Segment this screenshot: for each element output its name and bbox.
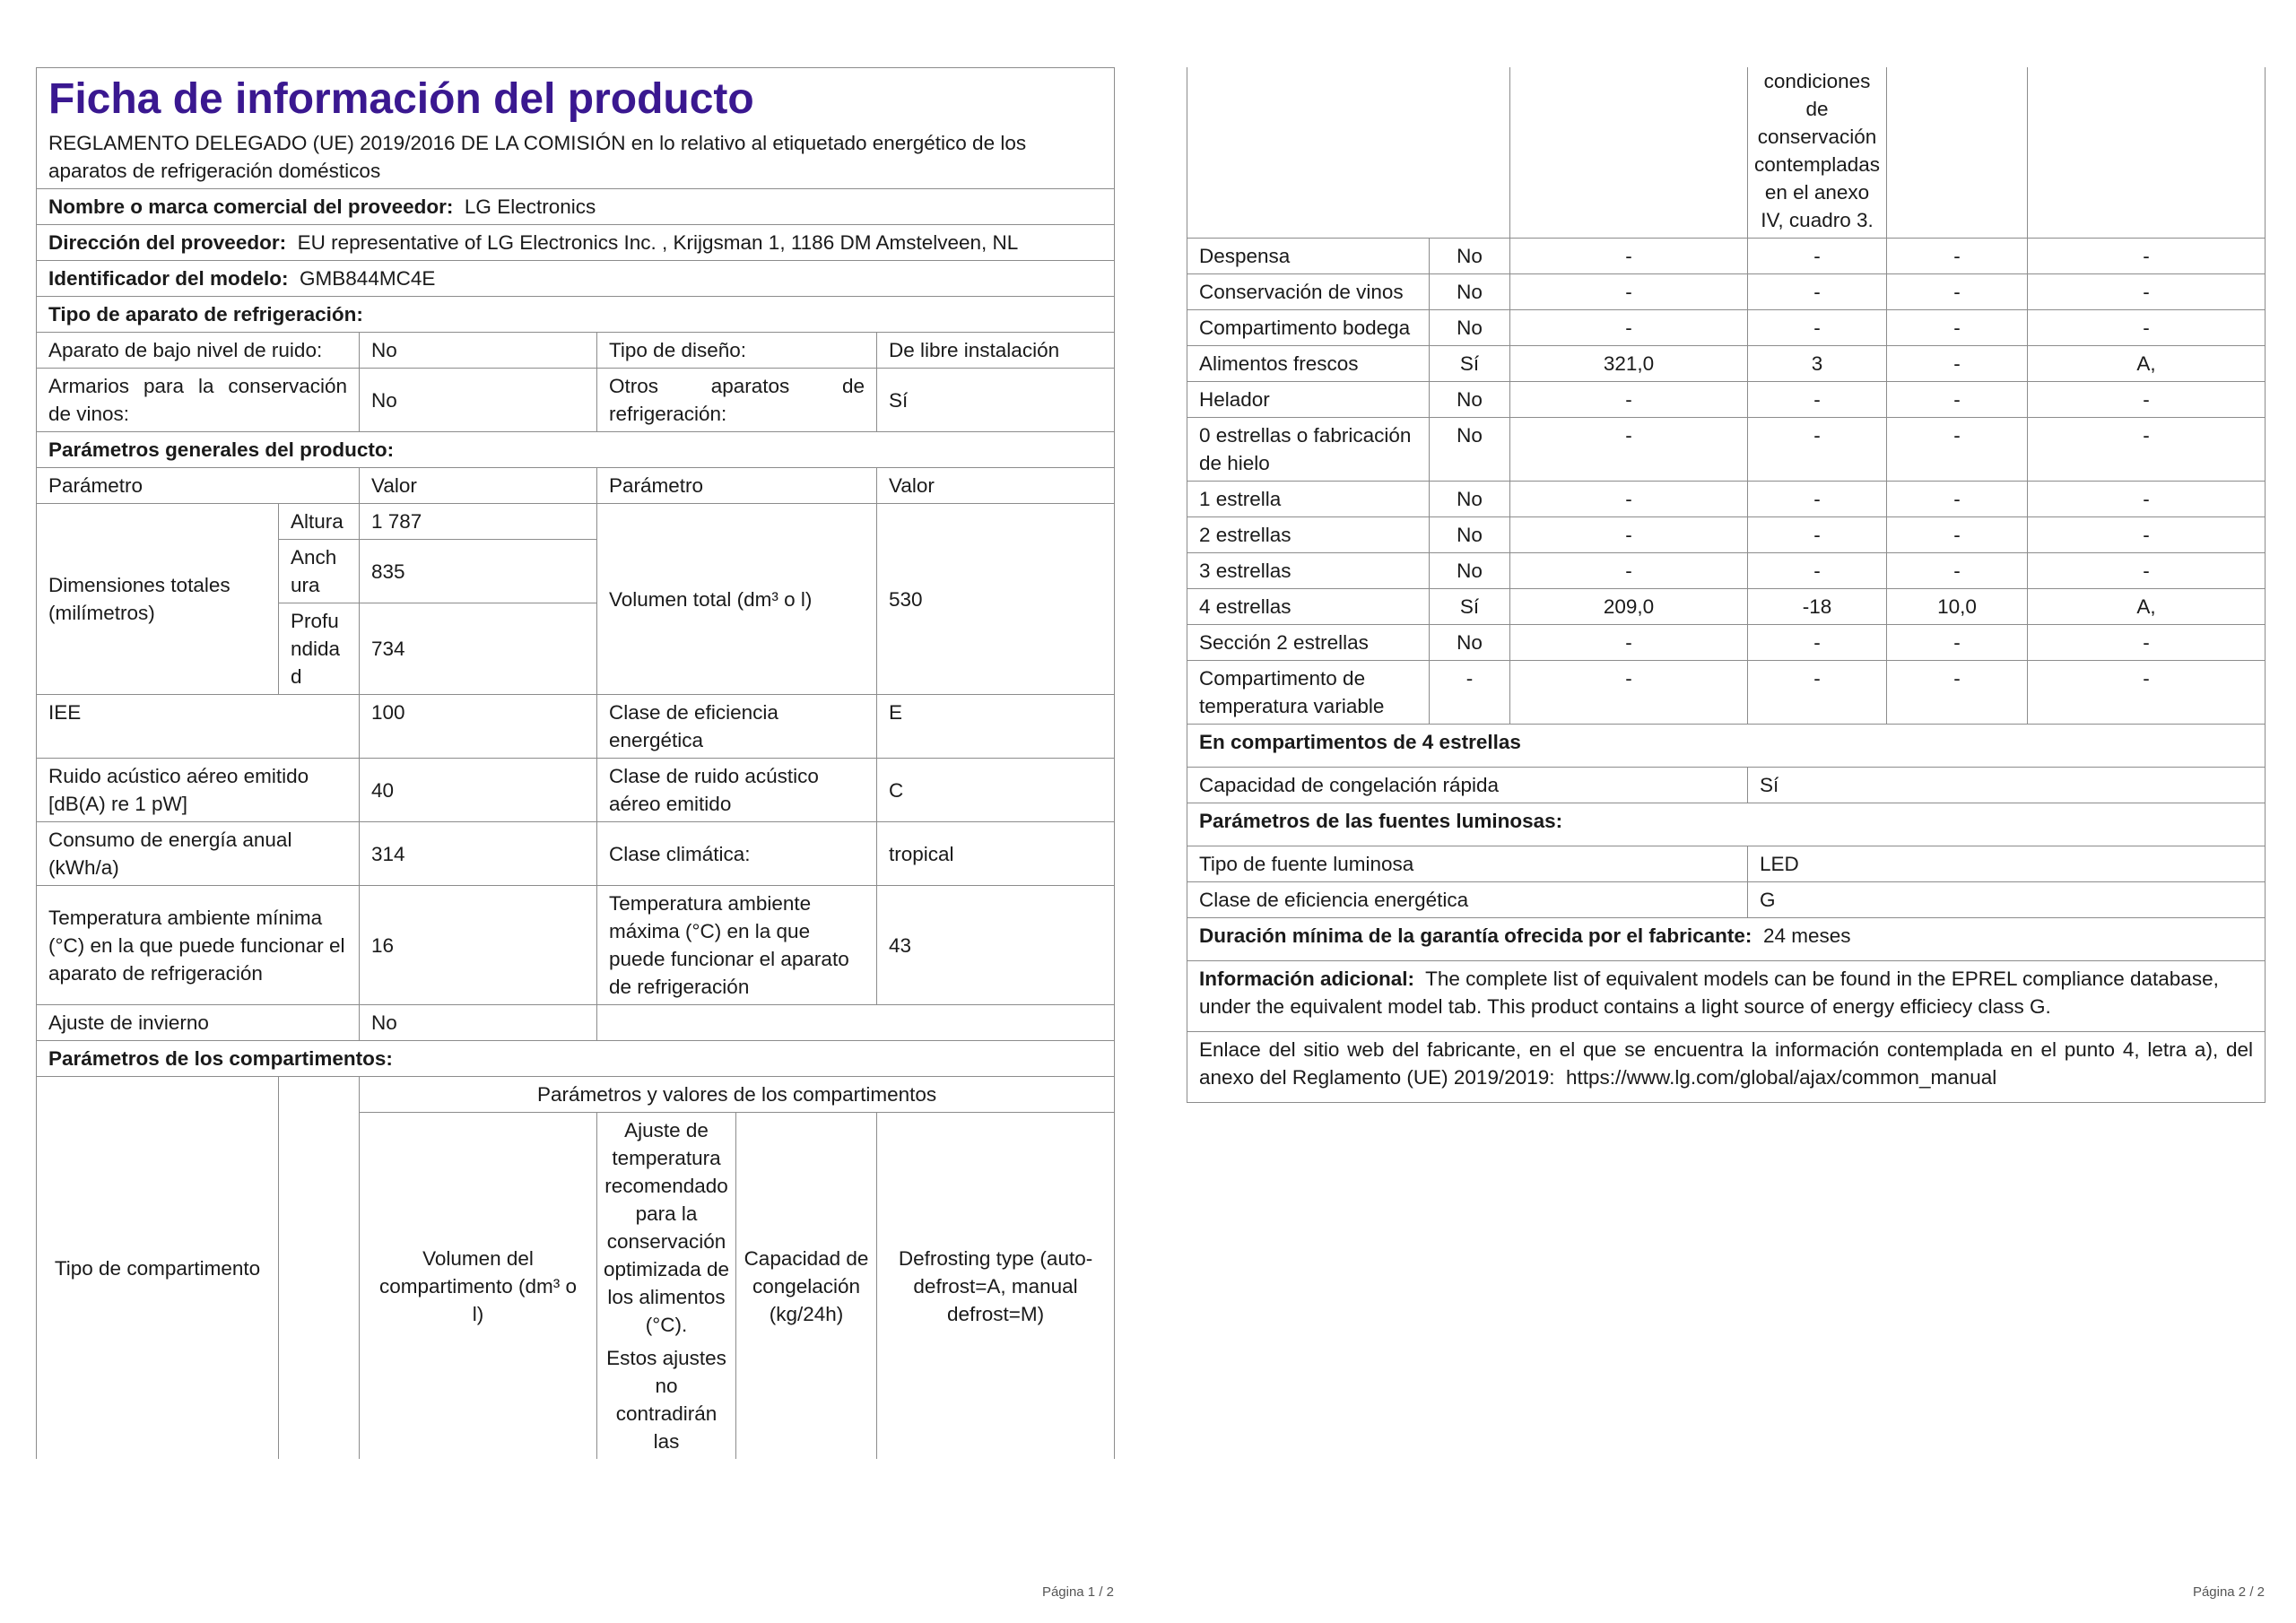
compartment-volume-cell: 321,0 — [1510, 346, 1748, 382]
additional-info-value: The complete list of equivalent models can be found in the EPREL compliance database, under the equivalent model tab. This product contains a light source of energy efficiecy class G. — [1199, 968, 2219, 1018]
compartment-defrost-cell: - — [2028, 661, 2266, 725]
compartment-freeze-cell: - — [1887, 382, 2028, 418]
regulation-subtitle: REGLAMENTO DELEGADO (UE) 2019/2016 DE LA COMISIÓN en lo relativo al etiquetado energético de los aparatos de refrigeración domésticos — [37, 129, 1115, 189]
compartment-freeze-cell: - — [1887, 553, 2028, 589]
compartment-defrost-cell: - — [2028, 517, 2266, 553]
total-volume-value: 530 — [877, 504, 1115, 695]
page-number-1: Página 1 / 2 — [1041, 1584, 1114, 1600]
max-temp-value: 43 — [877, 886, 1115, 1005]
page-number-2: Página 2 / 2 — [2192, 1584, 2265, 1600]
compartment-present-cell: No — [1430, 482, 1510, 517]
page-1 — [36, 67, 1114, 1600]
manufacturer-link-url[interactable]: https://www.lg.com/global/ajax/common_manual — [1566, 1066, 1997, 1089]
compartment-present-cell: No — [1430, 239, 1510, 274]
address-label: Dirección del proveedor: — [48, 231, 287, 254]
compartment-volume-cell: - — [1510, 661, 1748, 725]
compartment-freeze-cell: - — [1887, 625, 2028, 661]
warranty-value: 24 meses — [1762, 924, 1851, 947]
depth-label: Profundidad — [279, 603, 360, 695]
general-params-header: Parámetros generales del producto: — [37, 432, 1115, 468]
compartment-freeze-cell: - — [1887, 418, 2028, 482]
noise-label: Ruido acústico aéreo emitido [dB(A) re 1 pW] — [37, 759, 360, 822]
low-noise-label: Aparato de bajo nivel de ruido: — [37, 333, 360, 369]
compartment-row — [1187, 382, 2266, 418]
address-value: EU representative of LG Electronics Inc. , Krijgsman 1, 1186 DM Amstelveen, NL — [297, 231, 1019, 254]
compartment-volume-cell: - — [1510, 482, 1748, 517]
compartment-freeze-cell: - — [1887, 310, 2028, 346]
compartment-rows — [1187, 239, 2266, 725]
compartment-temp-cell: - — [1748, 382, 1887, 418]
depth-value: 734 — [360, 603, 597, 695]
light-class-label: Clase de eficiencia energética — [1187, 882, 1748, 918]
noise-class-label: Clase de ruido acústico aéreo emitido — [597, 759, 877, 822]
compartment-row — [1187, 310, 2266, 346]
compartment-defrost-cell: - — [2028, 553, 2266, 589]
additional-info-row — [1187, 961, 2266, 1032]
compartment-present-cell: Sí — [1430, 346, 1510, 382]
compartment-type-cell: Despensa — [1187, 239, 1430, 274]
param-column-header-2: Parámetro — [597, 468, 877, 504]
fast-freeze-label: Capacidad de congelación rápida — [1187, 768, 1748, 803]
compartment-defrost-cell: - — [2028, 625, 2266, 661]
total-volume-label: Volumen total (dm³ o l) — [597, 504, 877, 695]
compartment-defrost-cell: A, — [2028, 589, 2266, 625]
supplier-value: LG Electronics — [464, 195, 596, 218]
noise-class-value: C — [877, 759, 1115, 822]
compartment-row — [1187, 418, 2266, 482]
wine-cabinet-value: No — [360, 369, 597, 432]
warranty-row — [1187, 918, 2266, 961]
compartment-row — [1187, 661, 2266, 725]
compartment-present-cell: No — [1430, 625, 1510, 661]
compartment-row — [1187, 625, 2266, 661]
temp-setting-text: Ajuste de temperatura recomendado para la conservación optimizada de los alimentos (°C). — [603, 1119, 730, 1336]
compartment-temp-cell: - — [1748, 274, 1887, 310]
compartment-type-cell: 1 estrella — [1187, 482, 1430, 517]
winter-setting-value: No — [360, 1005, 597, 1041]
compartment-temp-cell: -18 — [1748, 589, 1887, 625]
four-star-header: En compartimentos de 4 estrellas — [1187, 725, 2266, 768]
temp-setting-note: Estos ajustes no contradirán las — [606, 1347, 726, 1453]
page-2 — [1187, 67, 2265, 1600]
energy-class-label: Clase de eficiencia energética — [597, 695, 877, 759]
compartment-type-cell: 4 estrellas — [1187, 589, 1430, 625]
compartment-volume-cell: - — [1510, 517, 1748, 553]
supplier-label: Nombre o marca comercial del proveedor: — [48, 195, 454, 218]
compartment-type-cell: Conservación de vinos — [1187, 274, 1430, 310]
consumption-label: Consumo de energía anual (kWh/a) — [37, 822, 360, 886]
compartment-defrost-cell: - — [2028, 274, 2266, 310]
value-column-header-2: Valor — [877, 468, 1115, 504]
height-value: 1 787 — [360, 504, 597, 540]
light-type-value: LED — [1748, 846, 2266, 882]
appliance-type-header: Tipo de aparato de refrigeración: — [37, 297, 1115, 333]
eei-label: IEE — [37, 695, 360, 759]
compartment-present-cell: No — [1430, 310, 1510, 346]
compartment-type-cell: Helador — [1187, 382, 1430, 418]
compartment-present-cell: Sí — [1430, 589, 1510, 625]
compartment-volume-cell: - — [1510, 625, 1748, 661]
compartment-freeze-cell: - — [1887, 482, 2028, 517]
compartment-present-cell: - — [1430, 661, 1510, 725]
light-class-value: G — [1748, 882, 2266, 918]
compartment-volume-cell: - — [1510, 382, 1748, 418]
empty-cell — [597, 1005, 1115, 1041]
compartment-volume-cell: - — [1510, 310, 1748, 346]
compartment-defrost-cell: - — [2028, 239, 2266, 274]
compartment-type-header: Tipo de compartimento — [37, 1077, 279, 1460]
compartment-row — [1187, 274, 2266, 310]
additional-info-label: Información adicional: — [1199, 968, 1415, 990]
compartment-present-cell: No — [1430, 418, 1510, 482]
manufacturer-link-text: Enlace del sitio web del fabricante, en el que se encuentra la información contemplada en el punto 4, letra a), del anexo del Reglamento (UE) 2019/2019: — [1199, 1038, 2253, 1089]
model-value: GMB844MC4E — [300, 267, 436, 290]
compartment-temp-cell: - — [1748, 661, 1887, 725]
page-title: Ficha de información del producto — [37, 68, 1115, 130]
temp-setting-header — [597, 1113, 736, 1460]
design-type-value: De libre instalación — [877, 333, 1115, 369]
compartment-freeze-cell: - — [1887, 517, 2028, 553]
max-temp-label: Temperatura ambiente máxima (°C) en la que puede funcionar el aparato de refrigeración — [597, 886, 877, 1005]
compartment-temp-cell: - — [1748, 310, 1887, 346]
compartment-volume-cell: - — [1510, 418, 1748, 482]
climate-class-value: tropical — [877, 822, 1115, 886]
compartment-volume-cell: 209,0 — [1510, 589, 1748, 625]
compartment-temp-cell: - — [1748, 418, 1887, 482]
compartment-temp-cell: 3 — [1748, 346, 1887, 382]
compartment-row — [1187, 517, 2266, 553]
compartment-temp-cell: - — [1748, 625, 1887, 661]
dimensions-label: Dimensiones totales (milímetros) — [37, 504, 279, 695]
fast-freeze-value: Sí — [1748, 768, 2266, 803]
light-source-header: Parámetros de las fuentes luminosas: — [1187, 803, 2266, 846]
compartment-present-cell: No — [1430, 274, 1510, 310]
warranty-label: Duración mínima de la garantía ofrecida por el fabricante: — [1199, 924, 1752, 947]
compartment-params-header: Parámetros y valores de los compartimentos — [360, 1077, 1115, 1113]
width-value: 835 — [360, 540, 597, 603]
supplier-row — [37, 189, 1115, 225]
value-column-header: Valor — [360, 468, 597, 504]
climate-class-label: Clase climática: — [597, 822, 877, 886]
manufacturer-link-row — [1187, 1032, 2266, 1103]
compartment-type-cell: Sección 2 estrellas — [1187, 625, 1430, 661]
winter-setting-label: Ajuste de invierno — [37, 1005, 360, 1041]
address-row — [37, 225, 1115, 261]
compartment-freeze-cell: 10,0 — [1887, 589, 2028, 625]
compartment-present-cell: No — [1430, 553, 1510, 589]
design-type-label: Tipo de diseño: — [597, 333, 877, 369]
compartment-volume-cell: - — [1510, 274, 1748, 310]
compartment-volume-cell: - — [1510, 553, 1748, 589]
energy-class-value: E — [877, 695, 1115, 759]
light-type-label: Tipo de fuente luminosa — [1187, 846, 1748, 882]
freeze-capacity-header: Capacidad de congelación (kg/24h) — [736, 1113, 877, 1460]
other-appliance-label: Otros aparatos de refrigeración: — [597, 369, 877, 432]
param-column-header: Parámetro — [37, 468, 360, 504]
min-temp-label: Temperatura ambiente mínima (°C) en la que puede funcionar el aparato de refrigeración — [37, 886, 360, 1005]
compartment-volume-header: Volumen del compartimento (dm³ o l) — [360, 1113, 597, 1460]
compartment-freeze-cell: - — [1887, 346, 2028, 382]
compartment-type-cell: Alimentos frescos — [1187, 346, 1430, 382]
compartment-row — [1187, 346, 2266, 382]
compartment-row — [1187, 553, 2266, 589]
compartment-row — [1187, 482, 2266, 517]
low-noise-value: No — [360, 333, 597, 369]
other-appliance-value: Sí — [877, 369, 1115, 432]
compartment-type-cell: 0 estrellas o fabricación de hielo — [1187, 418, 1430, 482]
compartments-table — [1187, 67, 2266, 1103]
min-temp-value: 16 — [360, 886, 597, 1005]
compartment-defrost-cell: - — [2028, 382, 2266, 418]
compartment-defrost-cell: - — [2028, 310, 2266, 346]
temp-setting-header-continued: condiciones de conservación contempladas en el anexo IV, cuadro 3. — [1748, 67, 1887, 239]
compartment-row — [1187, 239, 2266, 274]
compartment-temp-cell: - — [1748, 553, 1887, 589]
compartment-defrost-cell: A, — [2028, 346, 2266, 382]
consumption-value: 314 — [360, 822, 597, 886]
product-info-table — [36, 67, 1115, 1459]
compartment-freeze-cell: - — [1887, 661, 2028, 725]
compartment-volume-cell: - — [1510, 239, 1748, 274]
wine-cabinet-label: Armarios para la conservación de vinos: — [37, 369, 360, 432]
model-label: Identificador del modelo: — [48, 267, 289, 290]
height-label: Altura — [279, 504, 360, 540]
compartment-temp-cell: - — [1748, 239, 1887, 274]
compartment-type-cell: Compartimento de temperatura variable — [1187, 661, 1430, 725]
compartment-freeze-cell: - — [1887, 239, 2028, 274]
compartment-present-cell: No — [1430, 517, 1510, 553]
compartment-type-cell: Compartimento bodega — [1187, 310, 1430, 346]
compartment-present-cell: No — [1430, 382, 1510, 418]
defrost-type-header: Defrosting type (auto-defrost=A, manual defrost=M) — [877, 1113, 1115, 1460]
compartment-defrost-cell: - — [2028, 418, 2266, 482]
compartment-type-cell: 2 estrellas — [1187, 517, 1430, 553]
compartment-defrost-cell: - — [2028, 482, 2266, 517]
compartment-freeze-cell: - — [1887, 274, 2028, 310]
model-row — [37, 261, 1115, 297]
width-label: Anchura — [279, 540, 360, 603]
compartment-temp-cell: - — [1748, 482, 1887, 517]
noise-value: 40 — [360, 759, 597, 822]
compartment-type-cell: 3 estrellas — [1187, 553, 1430, 589]
eei-value: 100 — [360, 695, 597, 759]
compartment-temp-cell: - — [1748, 517, 1887, 553]
compartment-row — [1187, 589, 2266, 625]
compartments-header: Parámetros de los compartimentos: — [37, 1041, 1115, 1077]
